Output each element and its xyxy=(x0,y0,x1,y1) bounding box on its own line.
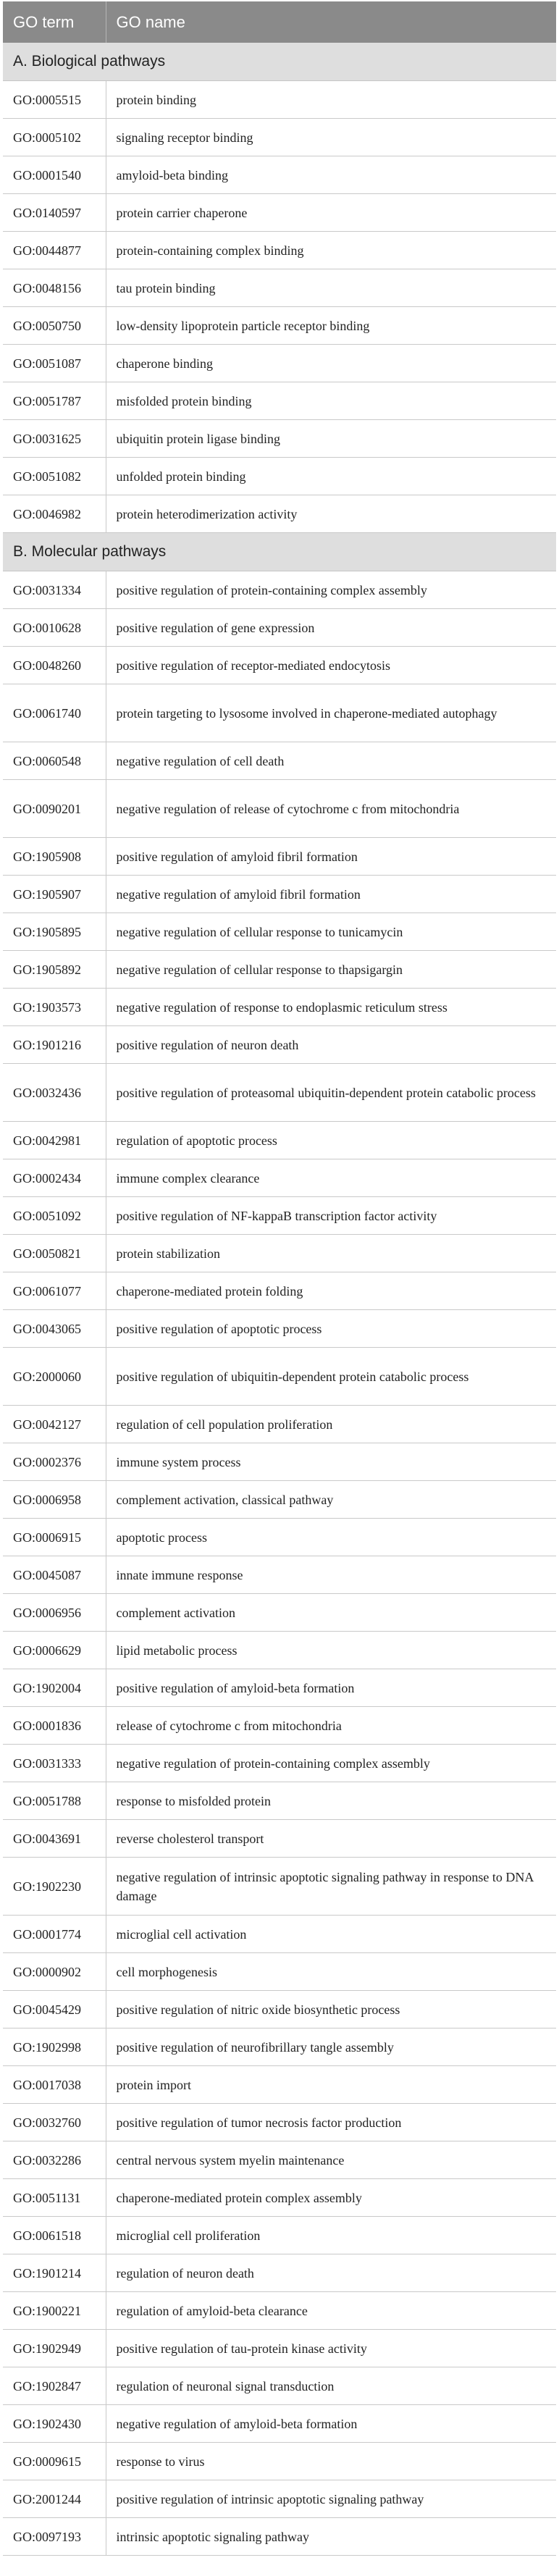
go-name-cell: positive regulation of gene expression xyxy=(106,609,556,647)
table-row xyxy=(3,1406,556,1443)
go-term-cell: GO:0001774 xyxy=(3,1916,106,1953)
go-name-cell: immune complex clearance xyxy=(106,1159,556,1197)
table-row xyxy=(3,1745,556,1782)
go-term-cell: GO:1901216 xyxy=(3,1026,106,1064)
table-row xyxy=(3,2179,556,2217)
table-row xyxy=(3,1272,556,1310)
go-term-cell: GO:0061740 xyxy=(3,684,106,742)
section-title: B. Molecular pathways xyxy=(3,533,556,571)
go-name-cell: signaling receptor binding xyxy=(106,119,556,156)
go-name-cell: positive regulation of tau-protein kinase activity xyxy=(106,2330,556,2367)
go-name-cell: release of cytochrome c from mitochondria xyxy=(106,1707,556,1745)
table-row xyxy=(3,1159,556,1197)
go-term-cell: GO:0002376 xyxy=(3,1443,106,1481)
go-name-cell: microglial cell proliferation xyxy=(106,2217,556,2254)
go-name-cell: response to virus xyxy=(106,2443,556,2480)
go-term-cell: GO:1905907 xyxy=(3,876,106,913)
table-row xyxy=(3,156,556,194)
table-row xyxy=(3,2066,556,2104)
header-row xyxy=(3,1,556,43)
go-term-cell: GO:0010628 xyxy=(3,609,106,647)
table-row xyxy=(3,2029,556,2066)
go-term-cell: GO:0061077 xyxy=(3,1272,106,1310)
go-term-cell: GO:0140597 xyxy=(3,194,106,232)
go-term-cell: GO:0051131 xyxy=(3,2179,106,2217)
header-go-term: GO term xyxy=(3,1,106,43)
go-term-cell: GO:0005102 xyxy=(3,119,106,156)
go-name-cell: protein heterodimerization activity xyxy=(106,495,556,533)
table-row xyxy=(3,1310,556,1348)
table-row xyxy=(3,2141,556,2179)
go-name-cell: negative regulation of amyloid-beta formation xyxy=(106,2405,556,2443)
go-term-cell: GO:0051087 xyxy=(3,345,106,382)
table-row xyxy=(3,269,556,307)
table-row xyxy=(3,1026,556,1064)
go-term-cell: GO:0046982 xyxy=(3,495,106,533)
go-term-cell: GO:0045429 xyxy=(3,1991,106,2029)
table-row xyxy=(3,742,556,780)
go-name-cell: regulation of cell population proliferation xyxy=(106,1406,556,1443)
section-row xyxy=(3,533,556,571)
go-name-cell: apoptotic process xyxy=(106,1519,556,1556)
go-name-cell: protein import xyxy=(106,2066,556,2104)
table-row xyxy=(3,876,556,913)
go-term-cell: GO:0051787 xyxy=(3,382,106,420)
go-term-cell: GO:0001836 xyxy=(3,1707,106,1745)
go-name-cell: central nervous system myelin maintenance xyxy=(106,2141,556,2179)
go-term-cell: GO:0051082 xyxy=(3,458,106,495)
table-row xyxy=(3,2330,556,2367)
go-name-cell: amyloid-beta binding xyxy=(106,156,556,194)
table-row xyxy=(3,1916,556,1953)
go-name-cell: protein-containing complex binding xyxy=(106,232,556,269)
table-row xyxy=(3,119,556,156)
header-go-name: GO name xyxy=(106,1,556,43)
go-term-cell: GO:0060548 xyxy=(3,742,106,780)
table-row xyxy=(3,1197,556,1235)
table-row xyxy=(3,609,556,647)
go-terms-table xyxy=(3,1,556,2556)
table-row xyxy=(3,780,556,838)
go-name-cell: positive regulation of nitric oxide biosynthetic process xyxy=(106,1991,556,2029)
go-name-cell: positive regulation of apoptotic process xyxy=(106,1310,556,1348)
table-row xyxy=(3,458,556,495)
go-term-cell: GO:1902847 xyxy=(3,2367,106,2405)
go-term-cell: GO:0032286 xyxy=(3,2141,106,2179)
table-row xyxy=(3,2217,556,2254)
table-row xyxy=(3,81,556,119)
go-name-cell: positive regulation of amyloid-beta formation xyxy=(106,1669,556,1707)
table-row xyxy=(3,194,556,232)
table-row xyxy=(3,2405,556,2443)
go-name-cell: negative regulation of amyloid fibril formation xyxy=(106,876,556,913)
table-row xyxy=(3,1953,556,1991)
go-term-cell: GO:0031625 xyxy=(3,420,106,458)
table-row xyxy=(3,2480,556,2518)
go-name-cell: negative regulation of cellular response to thapsigargin xyxy=(106,951,556,989)
go-name-cell: innate immune response xyxy=(106,1556,556,1594)
go-term-cell: GO:0031333 xyxy=(3,1745,106,1782)
table-row xyxy=(3,1481,556,1519)
table-row xyxy=(3,232,556,269)
table-row xyxy=(3,1782,556,1820)
go-name-cell: response to misfolded protein xyxy=(106,1782,556,1820)
go-term-cell: GO:0044877 xyxy=(3,232,106,269)
go-term-cell: GO:0061518 xyxy=(3,2217,106,2254)
go-name-cell: positive regulation of ubiquitin-dependent protein catabolic process xyxy=(106,1348,556,1406)
go-term-cell: GO:0002434 xyxy=(3,1159,106,1197)
go-name-cell: positive regulation of protein-containing complex assembly xyxy=(106,571,556,609)
table-row xyxy=(3,420,556,458)
go-term-cell: GO:1902230 xyxy=(3,1858,106,1916)
go-name-cell: tau protein binding xyxy=(106,269,556,307)
go-name-cell: regulation of amyloid-beta clearance xyxy=(106,2292,556,2330)
go-name-cell: ubiquitin protein ligase binding xyxy=(106,420,556,458)
go-term-cell: GO:0032760 xyxy=(3,2104,106,2141)
go-name-cell: intrinsic apoptotic signaling pathway xyxy=(106,2518,556,2556)
go-name-cell: positive regulation of tumor necrosis factor production xyxy=(106,2104,556,2141)
table-row xyxy=(3,1122,556,1159)
go-name-cell: positive regulation of NF-kappaB transcription factor activity xyxy=(106,1197,556,1235)
table-row xyxy=(3,307,556,345)
go-term-cell: GO:1902949 xyxy=(3,2330,106,2367)
table-row xyxy=(3,2367,556,2405)
go-term-cell: GO:0017038 xyxy=(3,2066,106,2104)
table-row xyxy=(3,495,556,533)
table-row xyxy=(3,913,556,951)
go-name-cell: immune system process xyxy=(106,1443,556,1481)
go-term-cell: GO:1902004 xyxy=(3,1669,106,1707)
table-row xyxy=(3,2518,556,2556)
table-row xyxy=(3,1519,556,1556)
go-name-cell: protein carrier chaperone xyxy=(106,194,556,232)
go-term-cell: GO:0042127 xyxy=(3,1406,106,1443)
go-name-cell: negative regulation of protein-containing complex assembly xyxy=(106,1745,556,1782)
table-row xyxy=(3,951,556,989)
go-name-cell: negative regulation of response to endoplasmic reticulum stress xyxy=(106,989,556,1026)
table-row xyxy=(3,1064,556,1122)
table-row xyxy=(3,1443,556,1481)
go-term-cell: GO:0001540 xyxy=(3,156,106,194)
go-name-cell: positive regulation of receptor-mediated endocytosis xyxy=(106,647,556,684)
table-row xyxy=(3,1556,556,1594)
table-row xyxy=(3,2292,556,2330)
go-term-cell: GO:0032436 xyxy=(3,1064,106,1122)
go-name-cell: positive regulation of proteasomal ubiquitin-dependent protein catabolic process xyxy=(106,1064,556,1122)
go-name-cell: unfolded protein binding xyxy=(106,458,556,495)
go-term-cell: GO:1902430 xyxy=(3,2405,106,2443)
section-title: A. Biological pathways xyxy=(3,43,556,81)
table-row xyxy=(3,1632,556,1669)
go-term-cell: GO:1901214 xyxy=(3,2254,106,2292)
go-term-cell: GO:1905895 xyxy=(3,913,106,951)
go-name-cell: positive regulation of intrinsic apoptotic signaling pathway xyxy=(106,2480,556,2518)
go-term-cell: GO:0050821 xyxy=(3,1235,106,1272)
go-term-cell: GO:0043065 xyxy=(3,1310,106,1348)
go-term-cell: GO:0006629 xyxy=(3,1632,106,1669)
table-row xyxy=(3,1707,556,1745)
go-term-cell: GO:0006915 xyxy=(3,1519,106,1556)
table-row xyxy=(3,1594,556,1632)
go-name-cell: protein binding xyxy=(106,81,556,119)
go-term-cell: GO:0006956 xyxy=(3,1594,106,1632)
table-row xyxy=(3,647,556,684)
go-name-cell: regulation of neuron death xyxy=(106,2254,556,2292)
go-term-cell: GO:0042981 xyxy=(3,1122,106,1159)
section-row xyxy=(3,43,556,81)
go-name-cell: negative regulation of intrinsic apoptotic signaling pathway in response to DNA damage xyxy=(106,1858,556,1916)
go-name-cell: misfolded protein binding xyxy=(106,382,556,420)
go-term-cell: GO:0097193 xyxy=(3,2518,106,2556)
go-name-cell: positive regulation of neuron death xyxy=(106,1026,556,1064)
go-term-cell: GO:0005515 xyxy=(3,81,106,119)
go-term-cell: GO:0050750 xyxy=(3,307,106,345)
go-name-cell: negative regulation of cellular response to tunicamycin xyxy=(106,913,556,951)
go-name-cell: protein targeting to lysosome involved in chaperone-mediated autophagy xyxy=(106,684,556,742)
go-name-cell: regulation of apoptotic process xyxy=(106,1122,556,1159)
table-row xyxy=(3,1858,556,1916)
go-term-cell: GO:0090201 xyxy=(3,780,106,838)
go-term-cell: GO:0006958 xyxy=(3,1481,106,1519)
go-term-cell: GO:1905908 xyxy=(3,838,106,876)
go-name-cell: complement activation xyxy=(106,1594,556,1632)
go-term-cell: GO:1900221 xyxy=(3,2292,106,2330)
go-term-cell: GO:0048156 xyxy=(3,269,106,307)
go-name-cell: positive regulation of amyloid fibril formation xyxy=(106,838,556,876)
table-row xyxy=(3,2443,556,2480)
go-term-cell: GO:0009615 xyxy=(3,2443,106,2480)
go-term-cell: GO:0051092 xyxy=(3,1197,106,1235)
go-name-cell: chaperone-mediated protein complex assembly xyxy=(106,2179,556,2217)
table-row xyxy=(3,989,556,1026)
go-term-cell: GO:0051788 xyxy=(3,1782,106,1820)
go-name-cell: microglial cell activation xyxy=(106,1916,556,1953)
table-row xyxy=(3,1669,556,1707)
go-term-cell: GO:0045087 xyxy=(3,1556,106,1594)
go-term-cell: GO:0048260 xyxy=(3,647,106,684)
go-term-cell: GO:1903573 xyxy=(3,989,106,1026)
go-name-cell: reverse cholesterol transport xyxy=(106,1820,556,1858)
go-term-cell: GO:0000902 xyxy=(3,1953,106,1991)
go-name-cell: negative regulation of release of cytochrome c from mitochondria xyxy=(106,780,556,838)
go-name-cell: negative regulation of cell death xyxy=(106,742,556,780)
go-name-cell: chaperone binding xyxy=(106,345,556,382)
go-name-cell: chaperone-mediated protein folding xyxy=(106,1272,556,1310)
go-name-cell: regulation of neuronal signal transduction xyxy=(106,2367,556,2405)
go-name-cell: lipid metabolic process xyxy=(106,1632,556,1669)
table-row xyxy=(3,1348,556,1406)
go-term-cell: GO:1902998 xyxy=(3,2029,106,2066)
table-row xyxy=(3,345,556,382)
go-name-cell: complement activation, classical pathway xyxy=(106,1481,556,1519)
go-name-cell: protein stabilization xyxy=(106,1235,556,1272)
go-name-cell: low-density lipoprotein particle receptor binding xyxy=(106,307,556,345)
go-term-cell: GO:2000060 xyxy=(3,1348,106,1406)
go-term-cell: GO:0031334 xyxy=(3,571,106,609)
go-term-cell: GO:2001244 xyxy=(3,2480,106,2518)
table-row xyxy=(3,1235,556,1272)
table-row xyxy=(3,382,556,420)
table-row xyxy=(3,2254,556,2292)
go-term-cell: GO:0043691 xyxy=(3,1820,106,1858)
table-row xyxy=(3,1991,556,2029)
go-name-cell: cell morphogenesis xyxy=(106,1953,556,1991)
table-row xyxy=(3,1820,556,1858)
go-name-cell: positive regulation of neurofibrillary tangle assembly xyxy=(106,2029,556,2066)
table-row xyxy=(3,838,556,876)
table-row xyxy=(3,571,556,609)
table-body xyxy=(3,43,556,2556)
table-row xyxy=(3,2104,556,2141)
go-term-cell: GO:1905892 xyxy=(3,951,106,989)
table-row xyxy=(3,684,556,742)
